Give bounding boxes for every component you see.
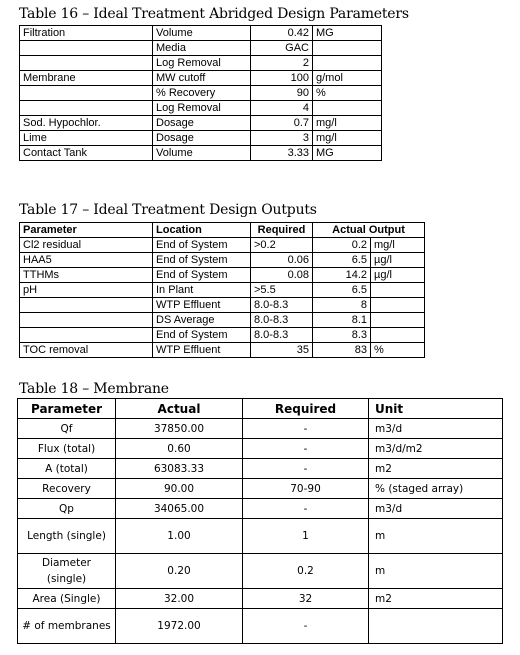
parameter-cell: Area (Single) <box>18 589 116 609</box>
parameter-cell: HAA5 <box>20 253 153 268</box>
table18-row <box>18 609 503 644</box>
required-cell: 8.0-8.3 <box>251 298 313 313</box>
actual-cell: 63083.33 <box>116 459 243 479</box>
unit-cell: % <box>371 343 425 358</box>
table18 <box>17 398 503 644</box>
column-header: Parameter <box>20 223 153 238</box>
required-cell: - <box>243 609 369 644</box>
required-cell: 35 <box>251 343 313 358</box>
value-cell: 3 <box>251 131 313 146</box>
required-cell: - <box>243 459 369 479</box>
parameter-cell: Media <box>153 41 251 56</box>
parameter-cell: Volume <box>153 26 251 41</box>
actual-cell: 1.00 <box>116 519 243 554</box>
table16-row <box>20 86 382 101</box>
table16-row <box>20 101 382 116</box>
unit-cell: % (staged array) <box>369 479 503 499</box>
parameter-cell: Dosage <box>153 116 251 131</box>
required-cell: 0.06 <box>251 253 313 268</box>
location-cell: WTP Effluent <box>153 343 251 358</box>
parameter-cell: TOC removal <box>20 343 153 358</box>
table16-caption: Table 16 – Ideal Treatment Abridged Design Parameters <box>19 6 409 22</box>
unit-cell <box>371 313 425 328</box>
table18-row <box>18 479 503 499</box>
required-cell: - <box>243 419 369 439</box>
table18-header-row <box>18 399 503 419</box>
location-cell: WTP Effluent <box>153 298 251 313</box>
parameter-cell: Recovery <box>18 479 116 499</box>
table17-row <box>20 268 425 283</box>
unit-cell: m2 <box>369 589 503 609</box>
location-cell: End of System <box>153 328 251 343</box>
table18-row <box>18 519 503 554</box>
parameter-cell: Flux (total) <box>18 439 116 459</box>
unit-cell: µg/l <box>371 253 425 268</box>
table16-row <box>20 71 382 86</box>
unit-cell: m3/d <box>369 499 503 519</box>
required-cell: 0.2 <box>243 554 369 589</box>
column-header: Required <box>251 223 313 238</box>
unit-cell <box>369 609 503 644</box>
unit-cell: g/mol <box>313 71 382 86</box>
table16-row <box>20 131 382 146</box>
column-header: Actual Output <box>313 223 425 238</box>
parameter-cell: Log Removal <box>153 56 251 71</box>
actual-cell: 0.2 <box>313 238 371 253</box>
unit-cell <box>313 56 382 71</box>
required-cell: 1 <box>243 519 369 554</box>
process-cell <box>20 56 153 71</box>
table17-row <box>20 283 425 298</box>
required-cell: 0.08 <box>251 268 313 283</box>
actual-cell: 0.20 <box>116 554 243 589</box>
unit-cell: % <box>313 86 382 101</box>
parameter-cell: % Recovery <box>153 86 251 101</box>
actual-cell: 8.3 <box>313 328 371 343</box>
required-cell: - <box>243 499 369 519</box>
parameter-cell: Cl2 residual <box>20 238 153 253</box>
unit-cell <box>313 101 382 116</box>
process-cell: Contact Tank <box>20 146 153 161</box>
table16-row <box>20 116 382 131</box>
actual-cell: 8.1 <box>313 313 371 328</box>
unit-cell: MG <box>313 146 382 161</box>
value-cell: 4 <box>251 101 313 116</box>
table18-row <box>18 439 503 459</box>
location-cell: In Plant <box>153 283 251 298</box>
parameter-cell: A (total) <box>18 459 116 479</box>
table17-header-row <box>20 223 425 238</box>
actual-cell: 90.00 <box>116 479 243 499</box>
process-cell: Filtration <box>20 26 153 41</box>
table17-caption: Table 17 – Ideal Treatment Design Outputs <box>19 202 317 218</box>
location-cell: End of System <box>153 238 251 253</box>
parameter-cell: TTHMs <box>20 268 153 283</box>
process-cell <box>20 41 153 56</box>
required-cell: - <box>243 439 369 459</box>
unit-cell: m2 <box>369 459 503 479</box>
parameter-cell <box>20 328 153 343</box>
value-cell: 0.42 <box>251 26 313 41</box>
unit-cell: mg/l <box>313 131 382 146</box>
table17-row <box>20 328 425 343</box>
unit-cell: µg/l <box>371 268 425 283</box>
unit-cell <box>371 328 425 343</box>
parameter-cell: Qp <box>18 499 116 519</box>
table16-row <box>20 41 382 56</box>
parameter-cell: pH <box>20 283 153 298</box>
parameter-cell: Log Removal <box>153 101 251 116</box>
column-header: Location <box>153 223 251 238</box>
actual-cell: 6.5 <box>313 253 371 268</box>
process-cell <box>20 86 153 101</box>
actual-cell: 32.00 <box>116 589 243 609</box>
table17-row <box>20 313 425 328</box>
table18-caption: Table 18 – Membrane <box>19 381 169 397</box>
required-cell: >0.2 <box>251 238 313 253</box>
table17-row <box>20 298 425 313</box>
required-cell: >5.5 <box>251 283 313 298</box>
actual-cell: 14.2 <box>313 268 371 283</box>
parameter-cell: Diameter (single) <box>18 554 116 589</box>
process-cell <box>20 101 153 116</box>
unit-cell: m3/d <box>369 419 503 439</box>
table17 <box>19 222 425 358</box>
table16-row <box>20 26 382 41</box>
process-cell: Lime <box>20 131 153 146</box>
actual-cell: 1972.00 <box>116 609 243 644</box>
unit-cell <box>371 283 425 298</box>
table17-row <box>20 253 425 268</box>
column-header: Actual <box>116 399 243 419</box>
required-cell: 8.0-8.3 <box>251 313 313 328</box>
table18-row <box>18 459 503 479</box>
table18-row <box>18 499 503 519</box>
unit-cell: m <box>369 519 503 554</box>
column-header: Parameter <box>18 399 116 419</box>
table17-row <box>20 343 425 358</box>
value-cell: GAC <box>251 41 313 56</box>
table18-row <box>18 589 503 609</box>
unit-cell: mg/l <box>313 116 382 131</box>
actual-cell: 37850.00 <box>116 419 243 439</box>
unit-cell: mg/l <box>371 238 425 253</box>
column-header: Unit <box>369 399 503 419</box>
location-cell: End of System <box>153 268 251 283</box>
location-cell: DS Average <box>153 313 251 328</box>
unit-cell <box>371 298 425 313</box>
value-cell: 3.33 <box>251 146 313 161</box>
location-cell: End of System <box>153 253 251 268</box>
required-cell: 32 <box>243 589 369 609</box>
unit-cell <box>313 41 382 56</box>
parameter-cell: Volume <box>153 146 251 161</box>
required-cell: 70-90 <box>243 479 369 499</box>
actual-cell: 8 <box>313 298 371 313</box>
table16-row <box>20 56 382 71</box>
actual-cell: 0.60 <box>116 439 243 459</box>
table16 <box>19 25 382 161</box>
parameter-cell: MW cutoff <box>153 71 251 86</box>
parameter-cell: Qf <box>18 419 116 439</box>
parameter-cell <box>20 298 153 313</box>
actual-cell: 6.5 <box>313 283 371 298</box>
value-cell: 2 <box>251 56 313 71</box>
table17-row <box>20 238 425 253</box>
table16-row <box>20 146 382 161</box>
parameter-cell: Length (single) <box>18 519 116 554</box>
actual-cell: 34065.00 <box>116 499 243 519</box>
process-cell: Sod. Hypochlor. <box>20 116 153 131</box>
unit-cell: MG <box>313 26 382 41</box>
process-cell: Membrane <box>20 71 153 86</box>
table18-row <box>18 554 503 589</box>
parameter-cell: # of membranes <box>18 609 116 644</box>
parameter-cell <box>20 313 153 328</box>
value-cell: 0.7 <box>251 116 313 131</box>
unit-cell: m <box>369 554 503 589</box>
table18-row <box>18 419 503 439</box>
parameter-cell: Dosage <box>153 131 251 146</box>
value-cell: 100 <box>251 71 313 86</box>
actual-cell: 83 <box>313 343 371 358</box>
value-cell: 90 <box>251 86 313 101</box>
required-cell: 8.0-8.3 <box>251 328 313 343</box>
column-header: Required <box>243 399 369 419</box>
unit-cell: m3/d/m2 <box>369 439 503 459</box>
